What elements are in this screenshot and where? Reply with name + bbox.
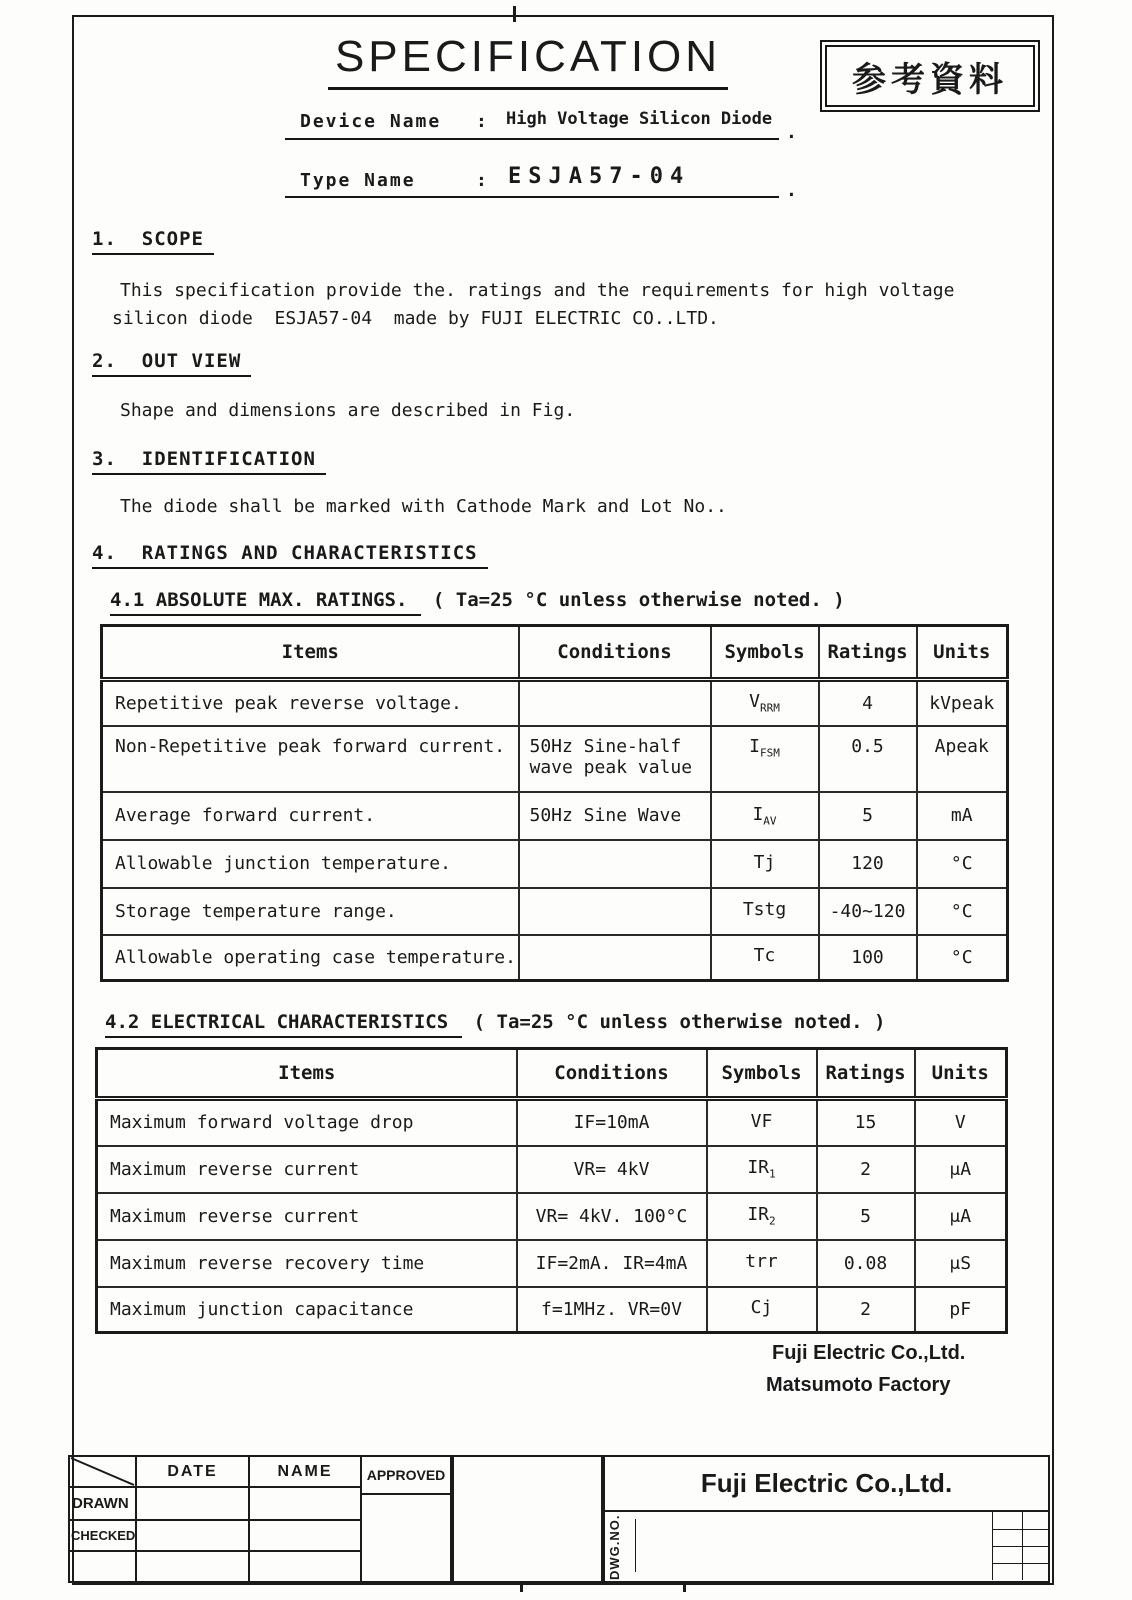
cell-rating: 0.5 [819,726,917,792]
type-name-period: . [786,180,797,201]
cell-conditions [519,935,711,981]
cell-conditions: VR= 4kV. 100°C [517,1193,707,1240]
title-block-spare-cell [452,1455,603,1583]
cell-conditions [519,888,711,935]
cell-symbol: VF [707,1099,817,1146]
approval-table [68,1455,452,1583]
section-1-line-2: silicon diode ESJA57-04 made by FUJI ELECTRIC CO..LTD. [112,308,719,329]
col-header-units: Units [917,626,1008,680]
reference-stamp-text: 参考資料 [852,59,1008,100]
cell-conditions: 50Hz Sine-half wave peak value [519,726,711,792]
date-drawn-cell [137,1488,248,1521]
table-4-2-caption [105,1011,885,1033]
date-empty-cell [137,1552,248,1581]
col-header-ratings: Ratings [819,626,917,680]
cell-item: Allowable operating case temperature. [102,935,519,981]
approved-empty-cell [362,1495,450,1581]
company-block [603,1455,1050,1583]
device-name-value: High Voltage Silicon Diode [506,109,773,129]
cell-item: Storage temperature range. [102,888,519,935]
name-empty-cell [250,1552,360,1581]
type-name-label: Type Name [300,170,416,191]
absolute-max-ratings-table [100,624,1009,982]
section-1-line-1: This specification provide the. ratings and the requirements for high voltage [120,280,955,301]
revision-cell [1022,1529,1048,1546]
cell-unit: μA [915,1146,1007,1193]
diagonal-line-icon [70,1457,135,1486]
cell-conditions: IF=2mA. IR=4mA [517,1240,707,1287]
bottom-registration-tick-2 [683,1583,686,1592]
cell-conditions [519,680,711,726]
col-header-symbols: Symbols [707,1049,817,1099]
cell-unit: V [915,1099,1007,1146]
name-drawn-cell [250,1488,360,1521]
name-checked-cell [250,1521,360,1552]
cell-rating: 100 [819,935,917,981]
table-row [102,888,1008,935]
type-name-colon: : [476,170,487,191]
dwg-no-divider [635,1519,636,1572]
cell-symbol: $IR_2$ [707,1193,817,1240]
col-header-conditions: Conditions [519,626,711,680]
electrical-characteristics-table [95,1047,1008,1334]
table-row [102,726,1008,792]
title-block [68,1455,1050,1583]
cell-unit: kVpeak [917,680,1008,726]
revision-cell [1022,1546,1048,1563]
name-column [248,1457,360,1581]
section-3-heading: 3. IDENTIFICATION [92,448,326,475]
cell-rating: 4 [819,680,917,726]
col-header-items: Items [97,1049,517,1099]
table-row [97,1146,1007,1193]
table-row [97,1287,1007,1333]
reference-stamp-box [820,40,1040,112]
bottom-registration-tick [520,1583,523,1592]
revision-cell [993,1512,1022,1529]
device-name-underline [285,138,779,140]
table-header-row [102,626,1008,680]
revision-cell [1022,1563,1048,1580]
table-row [97,1099,1007,1146]
cell-symbol: $V_{RRM}$ [711,680,819,726]
revision-cell [993,1546,1022,1563]
checked-label: CHECKED [70,1521,135,1552]
cell-symbol: Tstg [711,888,819,935]
cell-conditions: f=1MHz. VR=0V [517,1287,707,1333]
cell-unit: Apeak [917,726,1008,792]
table-4-2-caption-text: 4.2 ELECTRICAL CHARACTERISTICS [105,1011,462,1038]
cell-item: Maximum junction capacitance [97,1287,517,1333]
device-name-period: . [786,122,797,143]
table-4-1-caption-text: 4.1 ABSOLUTE MAX. RATINGS. [110,589,421,616]
approval-label-column [70,1457,135,1581]
cell-symbol: $I_{FSM}$ [711,726,819,792]
section-1-heading: 1. SCOPE [92,228,214,255]
table-row [102,935,1008,981]
table-4-2-caption-note: ( Ta=25 °C unless otherwise noted. ) [473,1011,886,1033]
section-2-heading: 2. OUT VIEW [92,350,251,377]
table-row [102,792,1008,840]
cell-rating: 2 [817,1146,915,1193]
cell-item: Maximum reverse current [97,1146,517,1193]
cell-symbol: $I_{AV}$ [711,792,819,840]
revision-grid [992,1512,1048,1580]
cell-conditions: IF=10mA [517,1099,707,1146]
table-row [97,1240,1007,1287]
cell-rating: 15 [817,1099,915,1146]
cell-item: Non-Repetitive peak forward current. [102,726,519,792]
footer-factory: Matsumoto Factory [766,1374,951,1396]
type-name-value: ESJA57-04 [508,164,691,189]
cell-unit: μS [915,1240,1007,1287]
approved-header: APPROVED [362,1457,450,1495]
cell-unit: pF [915,1287,1007,1333]
col-header-conditions: Conditions [517,1049,707,1099]
cell-item: Repetitive peak reverse voltage. [102,680,519,726]
empty-label-cell [70,1552,135,1581]
date-column [135,1457,248,1581]
col-header-ratings: Ratings [817,1049,915,1099]
drawn-label: DRAWN [70,1488,135,1521]
cell-item: Allowable junction temperature. [102,840,519,888]
diagonal-cell [70,1457,135,1488]
revision-cell [993,1563,1022,1580]
date-checked-cell [137,1521,248,1552]
cell-unit: mA [917,792,1008,840]
cell-rating: 5 [817,1193,915,1240]
section-3-line-1: The diode shall be marked with Cathode Mark and Lot No.. [120,496,727,517]
table-4-1-caption [110,589,845,611]
cell-conditions: 50Hz Sine Wave [519,792,711,840]
cell-symbol: Tj [711,840,819,888]
revision-cell [1022,1512,1048,1529]
cell-rating: -40~120 [819,888,917,935]
table-row [97,1193,1007,1240]
revision-cell [993,1529,1022,1546]
company-name: Fuji Electric Co.,Ltd. [605,1457,1048,1512]
name-header: NAME [250,1457,360,1488]
cell-symbol: $IR_1$ [707,1146,817,1193]
table-row [102,840,1008,888]
col-header-symbols: Symbols [711,626,819,680]
col-header-units: Units [915,1049,1007,1099]
cell-rating: 0.08 [817,1240,915,1287]
footer-company: Fuji Electric Co.,Ltd. [772,1342,966,1364]
cell-item: Maximum reverse current [97,1193,517,1240]
device-name-label: Device Name [300,111,442,132]
cell-item: Maximum forward voltage drop [97,1099,517,1146]
dwg-no-cell [605,1512,1048,1580]
cell-symbol: Cj [707,1287,817,1333]
section-2-line-1: Shape and dimensions are described in Fig. [120,400,576,421]
top-registration-tick [513,6,516,22]
type-name-underline [285,196,779,198]
cell-unit: °C [917,840,1008,888]
cell-rating: 2 [817,1287,915,1333]
cell-conditions: VR= 4kV [517,1146,707,1193]
date-header: DATE [137,1457,248,1488]
table-row [102,680,1008,726]
cell-item: Maximum reverse recovery time [97,1240,517,1287]
cell-conditions [519,840,711,888]
table-4-1-caption-note: ( Ta=25 °C unless otherwise noted. ) [432,589,845,611]
cell-unit: μA [915,1193,1007,1240]
cell-unit: °C [917,888,1008,935]
table-header-row [97,1049,1007,1099]
cell-symbol: trr [707,1240,817,1287]
cell-item: Average forward current. [102,792,519,840]
cell-unit: °C [917,935,1008,981]
cell-rating: 5 [819,792,917,840]
dwg-no-label: DWG.NO. [607,1514,622,1580]
cell-symbol: Tc [711,935,819,981]
section-4-heading: 4. RATINGS AND CHARACTERISTICS [92,542,488,569]
col-header-items: Items [102,626,519,680]
cell-rating: 120 [819,840,917,888]
device-name-colon: : [476,111,487,132]
approved-column [360,1457,450,1581]
document-title: SPECIFICATION [328,32,728,90]
